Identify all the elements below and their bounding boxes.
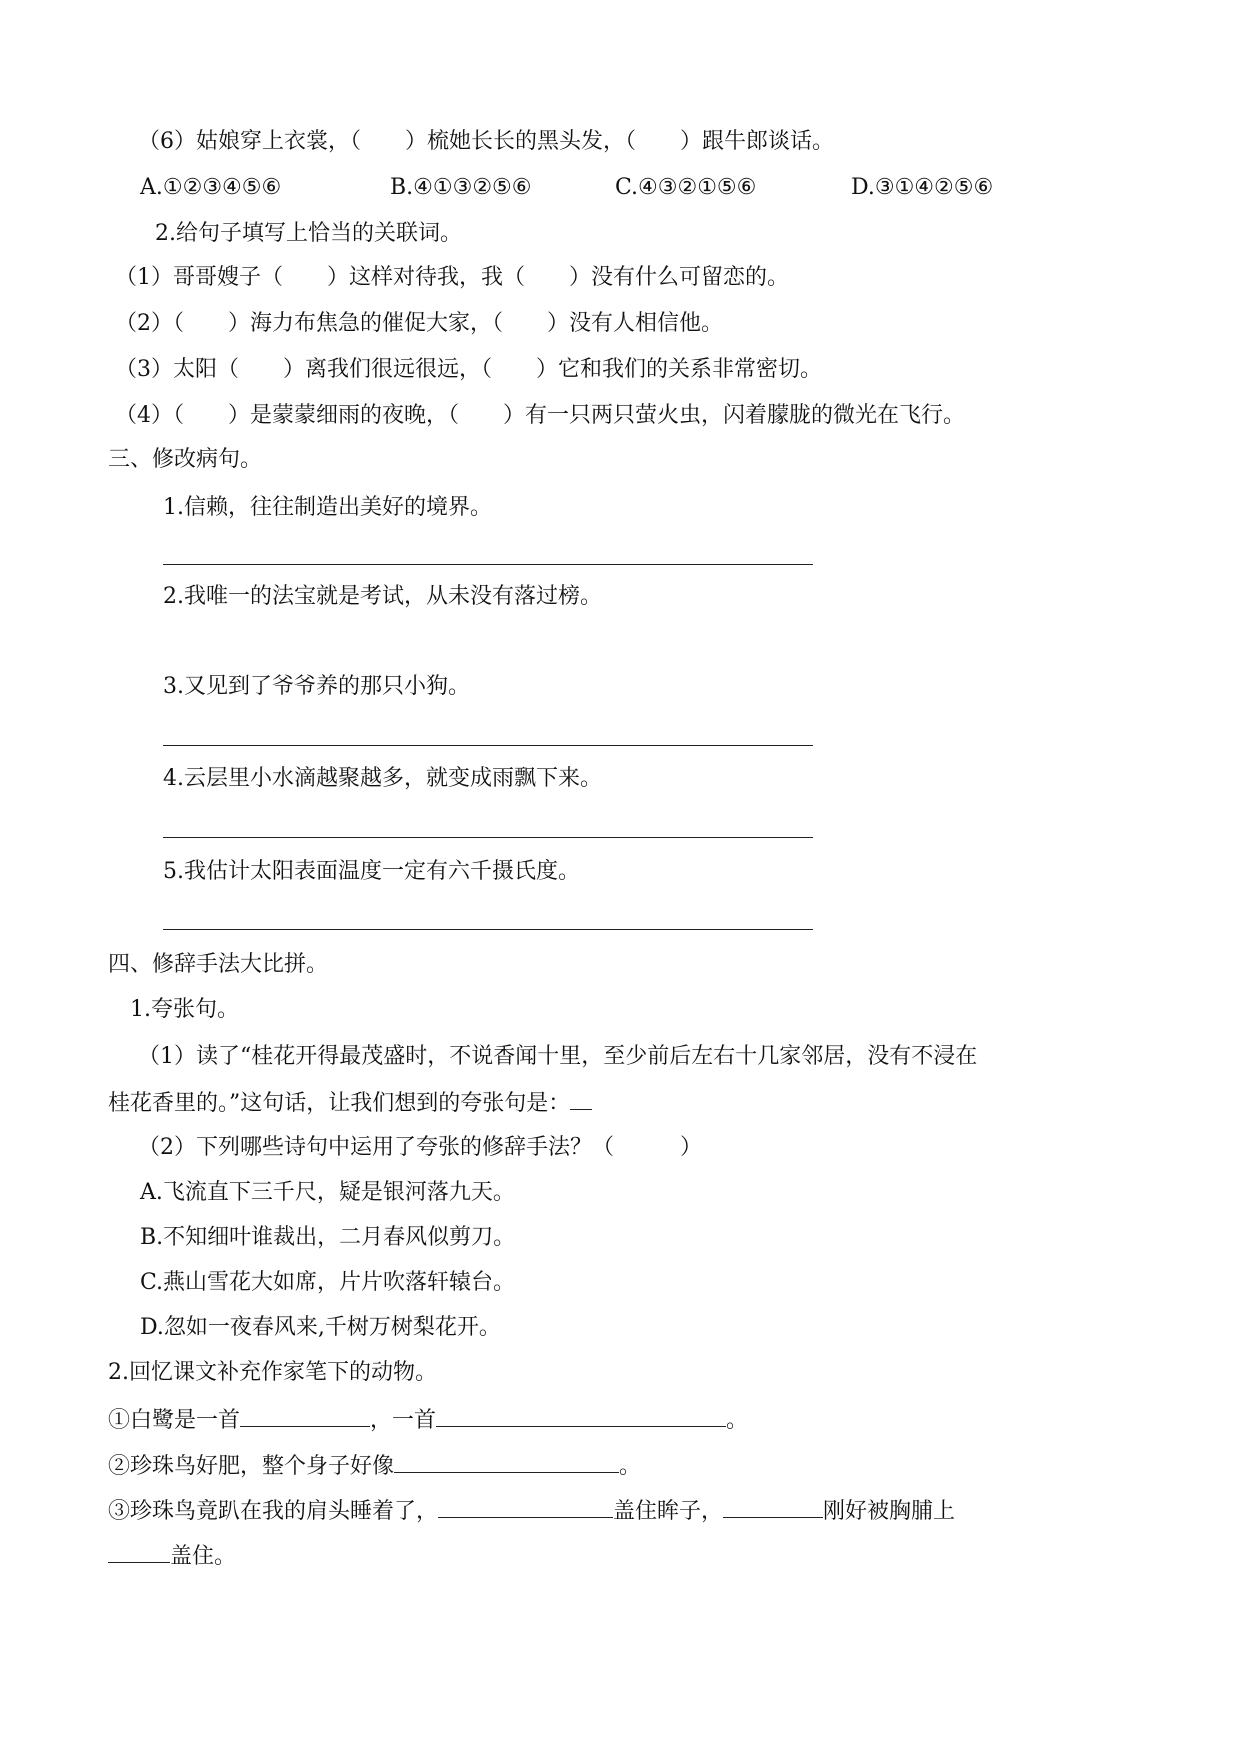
fill-item-3: [108, 1495, 955, 1527]
sentence-item: 4.云层里小水滴越聚越多，就变成雨飘下来。: [163, 766, 602, 791]
fill-text: 盖住眸子，: [613, 1499, 724, 1524]
answer-blank[interactable]: [723, 1495, 823, 1518]
answer-blank[interactable]: [570, 1087, 592, 1110]
fill-item-3-cont: [108, 1540, 236, 1572]
option-d: D.③①④②⑤⑥: [851, 175, 994, 200]
fill-text: 刚好被胸脯上: [823, 1499, 956, 1524]
fill-text: ③珍珠鸟竟趴在我的肩头睡着了，: [108, 1499, 439, 1524]
fill-text: ②珍珠鸟好肥，整个身子好像: [108, 1454, 395, 1479]
option-c: C.④③②①⑤⑥: [615, 175, 757, 200]
answer-blank[interactable]: [108, 1540, 170, 1563]
conjunction-item: （1）哥哥嫂子（ ）这样对待我，我（ ）没有什么可留恋的。: [115, 265, 789, 290]
poem-option: B.不知细叶谁裁出，二月春风似剪刀。: [140, 1225, 516, 1250]
section-3-title: 三、修改病句。: [108, 447, 263, 472]
poem-option: A.飞流直下三千尺，疑是银河落九天。: [140, 1180, 515, 1205]
question-1-1-prompt: 桂花香里的。”这句话，让我们想到的夸张句是：: [108, 1091, 571, 1116]
question-item-6: （6）姑娘穿上衣裳，（ ）梳她长长的黑头发，（ ）跟牛郎谈话。: [138, 129, 834, 154]
section-4-title: 四、修辞手法大比拼。: [108, 952, 329, 977]
question-2-title: 2.给句子填写上恰当的关联词。: [155, 221, 462, 246]
answer-line[interactable]: [163, 564, 813, 565]
question-1-2-text: （2）下列哪些诗句中运用了夸张的修辞手法？（ ）: [138, 1135, 702, 1160]
question-1-1-text-cont: [108, 1087, 592, 1119]
sentence-item: 1.信赖，往往制造出美好的境界。: [163, 495, 492, 520]
sentence-item: 3.又见到了爷爷养的那只小狗。: [163, 674, 470, 699]
answer-line[interactable]: [163, 745, 813, 746]
answer-line[interactable]: [163, 929, 813, 930]
answer-blank[interactable]: [438, 1495, 613, 1518]
option-a: A.①②③④⑤⑥: [140, 175, 282, 200]
sentence-item: 2.我唯一的法宝就是考试，从未没有落过榜。: [163, 584, 602, 609]
fill-text: ，一首: [370, 1408, 437, 1433]
fill-text: 。: [619, 1454, 642, 1479]
question-1-1-text: （1）读了“桂花开得最茂盛时，不说香闻十里，至少前后左右十几家邻居，没有不浸在: [138, 1044, 978, 1069]
conjunction-item: （3）太阳（ ）离我们很远很远，（ ）它和我们的关系非常密切。: [115, 357, 822, 382]
sentence-item: 5.我估计太阳表面温度一定有六千摄氏度。: [163, 859, 580, 884]
option-b: B.④①③②⑤⑥: [390, 175, 532, 200]
fill-text: 。: [726, 1408, 749, 1433]
fill-item-2: [108, 1450, 641, 1482]
answer-line[interactable]: [163, 837, 813, 838]
answer-blank[interactable]: [394, 1450, 619, 1473]
poem-option: C.燕山雪花大如席，片片吹落轩辕台。: [140, 1270, 516, 1295]
answer-blank[interactable]: [436, 1404, 726, 1427]
conjunction-item: （2）（ ）海力布焦急的催促大家，（ ）没有人相信他。: [115, 311, 723, 336]
fill-text: ①白鹭是一首: [108, 1408, 241, 1433]
conjunction-item: （4）（ ）是蒙蒙细雨的夜晚，（ ）有一只两只萤火虫，闪着朦胧的微光在飞行。: [115, 403, 966, 428]
fill-text: 盖住。: [170, 1544, 237, 1569]
poem-option: D.忽如一夜春风来,千树万树梨花开。: [140, 1315, 501, 1340]
fill-item-1: [108, 1404, 748, 1436]
answer-blank[interactable]: [240, 1404, 370, 1427]
question-1-title: 1.夸张句。: [130, 997, 239, 1022]
question-2-title: 2.回忆课文补充作家笔下的动物。: [108, 1360, 437, 1385]
